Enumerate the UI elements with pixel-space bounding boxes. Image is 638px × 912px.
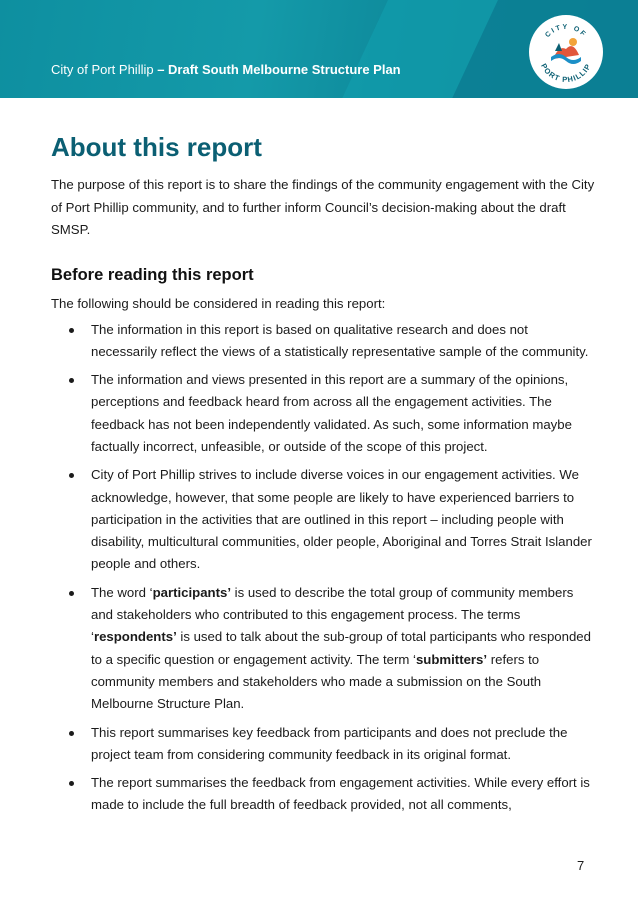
list-item-text: City of Port Phillip strives to include diverse voices in our engagement activities. We acknowledge, however, that some people are likely to have experienced barriers to participation in the activities that are outlined in this report – including people with disability, multicultural communities, older people, Aboriginal and Torres Strait Islander people and others. [91,467,592,572]
list-item [51,369,596,458]
list-item-text: The information and views presented in this report are a summary of the opinions, perceptions and feedback heard from across all the engagement activities. The feedback has not been independently validated. As such, some information maybe factually incorrect, unfeasible, or outside of the scope of this project. [91,372,572,454]
term-participants: participants’ [152,584,231,600]
list-item [51,722,596,767]
text-run: is used to describe the total group of community members and stakeholders who contributed to this engagement process. The terms ‘ [91,584,574,645]
svg-text:CITY OF [544,24,588,39]
logo-bottom-text: PORT PHILLIP [539,61,593,85]
list-item [51,319,596,364]
text-run: is used to talk about the sub-group of total participants who responded to a specific question or engagement activity. The term ‘ [91,629,591,667]
header-org: City of Port Phillip [51,62,154,77]
subsection-title: Before reading this report [51,265,254,284]
list-item-text: The report summarises the feedback from engagement activities. While every effort is made to include the full breadth of feedback provided, not all comments, [91,775,590,813]
section-title: About this report [51,132,262,162]
list-item-text [91,585,591,711]
bullet-icon [69,473,74,478]
main-content [51,130,596,823]
bullet-icon [69,731,74,736]
bullet-icon [69,328,74,333]
text-run: refers to community members and stakeholders who made a submission on the South Melbourne Structure Plan. [91,651,542,712]
page-header [0,0,638,98]
list-item [51,464,596,575]
bullet-icon [69,378,74,383]
city-logo-icon [529,15,603,89]
list-item [51,772,596,817]
list-item-text: This report summarises key feedback from participants and does not preclude the project team from considering community feedback in its original format. [91,724,568,762]
considerations-list [51,319,596,817]
page-number: 7 [577,858,585,873]
list-item-text: The information in this report is based on qualitative research and does not necessarily reflect the views of a statistically representative sample of the community. [91,321,589,359]
lead-paragraph: The following should be considered in reading this report: [51,295,386,311]
bullet-icon [69,781,74,786]
city-logo [529,15,603,89]
header-title [51,62,401,77]
term-respondents: respondents’ [93,629,177,645]
logo-top-text: CITY OF [544,23,588,40]
header-doc-title: – Draft South Melbourne Structure Plan [153,62,401,77]
term-submitters: submitters’ [415,651,488,667]
list-item [51,582,596,716]
bullet-icon [69,591,74,596]
intro-paragraph: The purpose of this report is to share the findings of the community engagement with the City of Port Phillip community, and to further inform Council’s decision-making about the draft SMSP. [51,177,595,237]
text-run: The word ‘ [91,584,153,600]
